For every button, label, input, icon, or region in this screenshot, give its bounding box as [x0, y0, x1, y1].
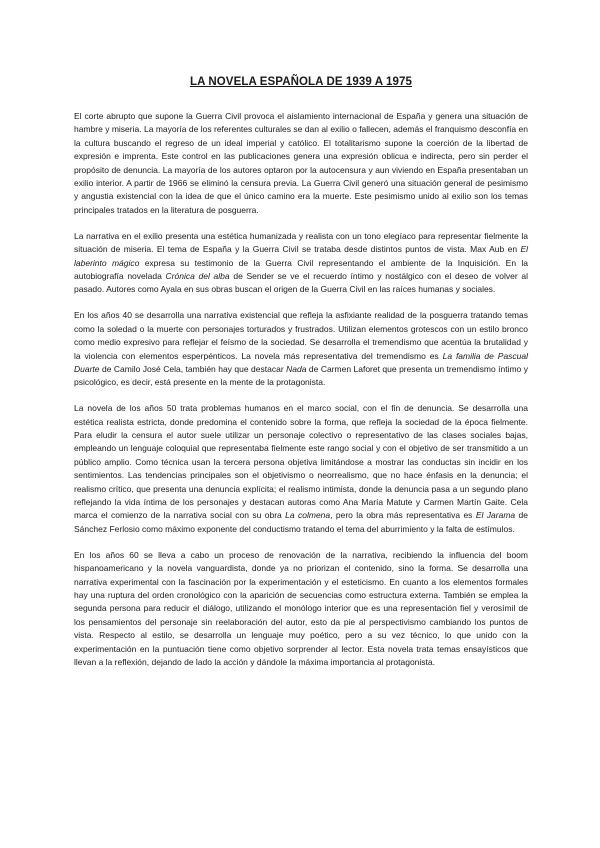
italic-title: El laberinto mágico: [74, 244, 528, 268]
italic-title: Nada: [286, 363, 307, 374]
paragraph-5: [74, 549, 528, 670]
text-run: En los años 40 se desarrolla una narrativa existencial que refleja la asfixiante realidad de la posguerra tratando temas como la soledad o la muerte con personajes torturados y frustrados. Utilizan elementos grotescos con un estilo bronco como medio expresivo para reflejar el feísmo de la sociedad. Se desarrolla el tremendismo que acentúa la brutalidad y la violencia con elementos esperpénticos. La novela más representativa del tremendismo es: [74, 310, 528, 361]
text-run: de Sánchez Ferlosio como máximo exponente del conductismo tratando el tema del aburrimiento y la falta de estímulos.: [74, 510, 528, 534]
text-run: El corte abrupto que supone la Guerra Civil provoca el aislamiento internacional de España y genera una situación de hambre y miseria. La mayoría de los referentes culturales se dan al exilio o fallecen, además el franquismo desconfía en la cultura buscando el regreso de un ideal imperial y católico. El totalitarismo supone la coerción de la libertad de expresión e imprenta. Este control en las publicaciones genera una expresión oblicua e indirecta, pero sin perder el propósito de denuncia. La mayoría de los autores optaron por la autocensura y aun viviendo en España presentaban un exilio interior. A partir de 1966 se eliminó la censura previa. La Guerra Civil generó una situación general de pesimismo y angustia existencial con la idea de que el único camino era la muerte. Este pesimismo unido al exilio son los temas principales tratados en la literatura de posguerra.: [74, 111, 528, 215]
text-run: La narrativa en el exilio presenta una estética humanizada y realista con un tono elegíaco para representar fielmente la situación de miseria. El tema de España y la Guerra Civil se trataba desde distintos puntos de vista. Max Aub en: [74, 230, 528, 255]
text-run: de Carmen Laforet que presenta un tremendismo íntimo y psicológico, es decir, está presente en la mente de la protagonista.: [74, 363, 528, 388]
paragraph-2: [74, 230, 528, 297]
paragraph-1: [74, 110, 528, 217]
italic-title: El Jarama: [475, 510, 516, 521]
paragraph-3: [74, 309, 528, 389]
text-run: de Camilo José Cela, también hay que destacar: [99, 363, 287, 374]
document-title: LA NOVELA ESPAÑOLA DE 1939 A 1975: [189, 76, 413, 88]
text-run: de Sender se ve el recuerdo íntimo y nostálgico con el deseo de volver al pasado. Autores como Ayala en sus obras buscan el origen de la Guerra Civil en las raíces humanas y sociales.: [74, 270, 528, 295]
italic-title: La familia de Pascual Duarte: [74, 350, 529, 374]
document-body: [74, 110, 528, 669]
text-run: En los años 60 se lleva a cabo un proceso de renovación de la narrativa, recibiendo la influencia del boom hispanoamericano y la novela vanguardista, donde ya no priorizan el contenido, sino la forma. Se desarrolla una narrativa experimental con la fascinación por la experimentación y el esteticismo. En cuanto a los elementos formales hay una ruptura del orden cronológico con la aparición de secuencias como estructura externa. También se emplea la segunda persona para reducir el diálogo, utilizando el monólogo interior que es una representación fiel y verosímil de los pensamientos del personaje sin reelaboración del autor, esto da pie al perspectivismo cambiando los puntos de vista. Respecto al estilo, se desarrolla un lenguaje muy poético, pero a su vez técnico, lo que unido con la experimentación en la puntuación tiene como objetivo sorprender al lector. Esta novela trata temas ensayísticos que llevan a la reflexión, dejando de lado la acción y dándole la máxima importancia al protagonista.: [74, 549, 528, 668]
italic-title: La colmena: [285, 510, 331, 521]
italic-title: Crónica del alba: [165, 270, 230, 281]
text-run: expresa su testimonio de la Guerra Civil representando el ambiente de la Inquisición. En la autobiografía novelada: [74, 257, 529, 281]
paragraph-4: [74, 402, 528, 536]
text-run: , pero la obra más representativa es: [330, 510, 476, 521]
text-run: La novela de los años 50 trata problemas humanos en el marco social, con el fin de denuncia. Se desarrolla una estética realista estricta, donde predomina el contenido sobre la forma, que refleja la sociedad de la época fielmente. Para eludir la censura el autor suele utilizar un personaje colectivo o representativo de las clases sociales bajas, empleando un lenguaje coloquial que representaba fielmente este rango social y con el objetivo de ser transmitido a un público amplio. Como técnica usan la tercera persona objetiva limitándose a mostrar las conductas sin incidir en los sentimientos. Las tendencias principales son el objetivismo o neorrealismo, que no hace énfasis en la denuncia; el realismo crítico, que presenta una denuncia explícita; el realismo intimista, donde la denuncia pasa a un segundo plano reflejando la vida íntima de los personajes y destacan autoras como Ana María Matute y Carmen Martín Gaite. Cela marca el comienzo de la narrativa social con su obra: [74, 403, 528, 521]
